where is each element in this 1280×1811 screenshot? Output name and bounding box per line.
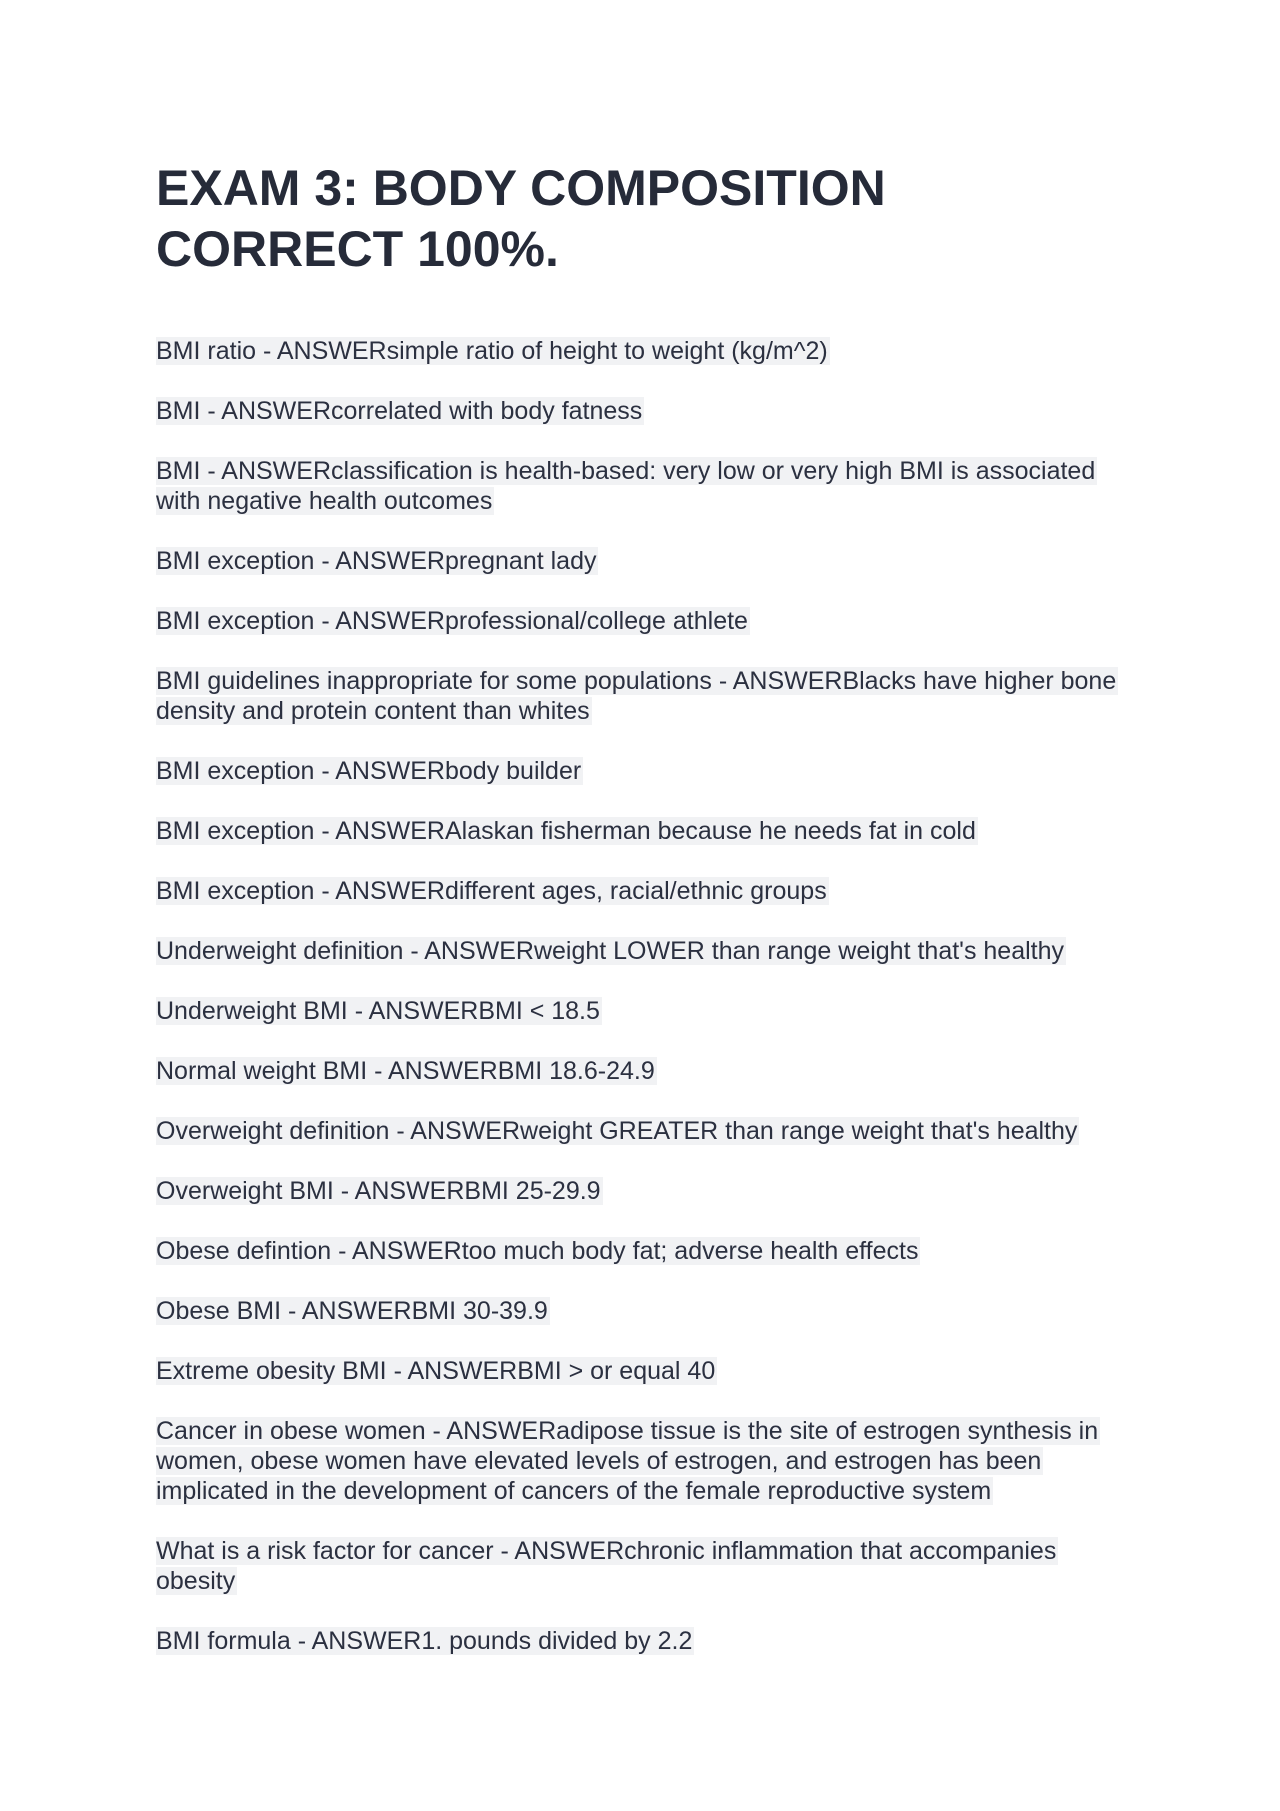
- qa-entry: [156, 396, 1126, 426]
- qa-entry: [156, 666, 1126, 726]
- qa-entry: [156, 456, 1126, 516]
- qa-entry: [156, 996, 1126, 1026]
- qa-entry: [156, 606, 1126, 636]
- qa-entry: [156, 1296, 1126, 1326]
- qa-entry: [156, 936, 1126, 966]
- qa-entry: [156, 876, 1126, 906]
- qa-entry: [156, 336, 1126, 366]
- title-line-1: EXAM 3: BODY COMPOSITION: [156, 160, 886, 216]
- qa-entry-text: BMI exception - ANSWERAlaskan fisherman because he needs fat in cold: [156, 817, 976, 845]
- qa-entry-text: Obese defintion - ANSWERtoo much body fat; adverse health effects: [156, 1237, 919, 1265]
- qa-entry: [156, 1626, 1126, 1656]
- qa-entry: [156, 1056, 1126, 1086]
- title-line-2: CORRECT 100%.: [156, 221, 559, 277]
- qa-entry-text: BMI - ANSWERclassification is health-based: very low or very high BMI is associated with negative health outcomes: [156, 457, 1096, 515]
- qa-entry-text: Overweight BMI - ANSWERBMI 25-29.9: [156, 1177, 601, 1205]
- qa-entry-text: BMI exception - ANSWERdifferent ages, racial/ethnic groups: [156, 877, 827, 905]
- qa-list: [156, 336, 1126, 1656]
- qa-entry-text: BMI guidelines inappropriate for some populations - ANSWERBlacks have higher bone density and protein content than whites: [156, 667, 1117, 725]
- document-title: [156, 158, 1126, 280]
- qa-entry-text: Overweight definition - ANSWERweight GREATER than range weight that's healthy: [156, 1117, 1078, 1145]
- qa-entry: [156, 1356, 1126, 1386]
- qa-entry: [156, 816, 1126, 846]
- qa-entry: [156, 1176, 1126, 1206]
- qa-entry-text: Extreme obesity BMI - ANSWERBMI > or equal 40: [156, 1357, 716, 1385]
- document-page: [156, 158, 1126, 1686]
- qa-entry: [156, 546, 1126, 576]
- qa-entry-text: BMI exception - ANSWERprofessional/college athlete: [156, 607, 748, 635]
- qa-entry-text: Underweight BMI - ANSWERBMI < 18.5: [156, 997, 600, 1025]
- qa-entry-text: BMI formula - ANSWER1. pounds divided by 2.2: [156, 1627, 693, 1655]
- qa-entry-text: BMI exception - ANSWERbody builder: [156, 757, 582, 785]
- qa-entry-text: BMI ratio - ANSWERsimple ratio of height to weight (kg/m^2): [156, 337, 828, 365]
- qa-entry-text: What is a risk factor for cancer - ANSWERchronic inflammation that accompanies obesity: [156, 1537, 1057, 1595]
- qa-entry-text: Cancer in obese women - ANSWERadipose tissue is the site of estrogen synthesis in women, obese women have elevated levels of estrogen, and estrogen has been implicated in the development of cancers of the female reproductive system: [156, 1417, 1099, 1505]
- qa-entry-text: BMI - ANSWERcorrelated with body fatness: [156, 397, 643, 425]
- qa-entry: [156, 1236, 1126, 1266]
- qa-entry: [156, 1536, 1126, 1596]
- qa-entry: [156, 756, 1126, 786]
- qa-entry-text: Normal weight BMI - ANSWERBMI 18.6-24.9: [156, 1057, 655, 1085]
- qa-entry-text: Underweight definition - ANSWERweight LOWER than range weight that's healthy: [156, 937, 1065, 965]
- qa-entry-text: Obese BMI - ANSWERBMI 30-39.9: [156, 1297, 548, 1325]
- qa-entry: [156, 1116, 1126, 1146]
- qa-entry: [156, 1416, 1126, 1506]
- qa-entry-text: BMI exception - ANSWERpregnant lady: [156, 547, 597, 575]
